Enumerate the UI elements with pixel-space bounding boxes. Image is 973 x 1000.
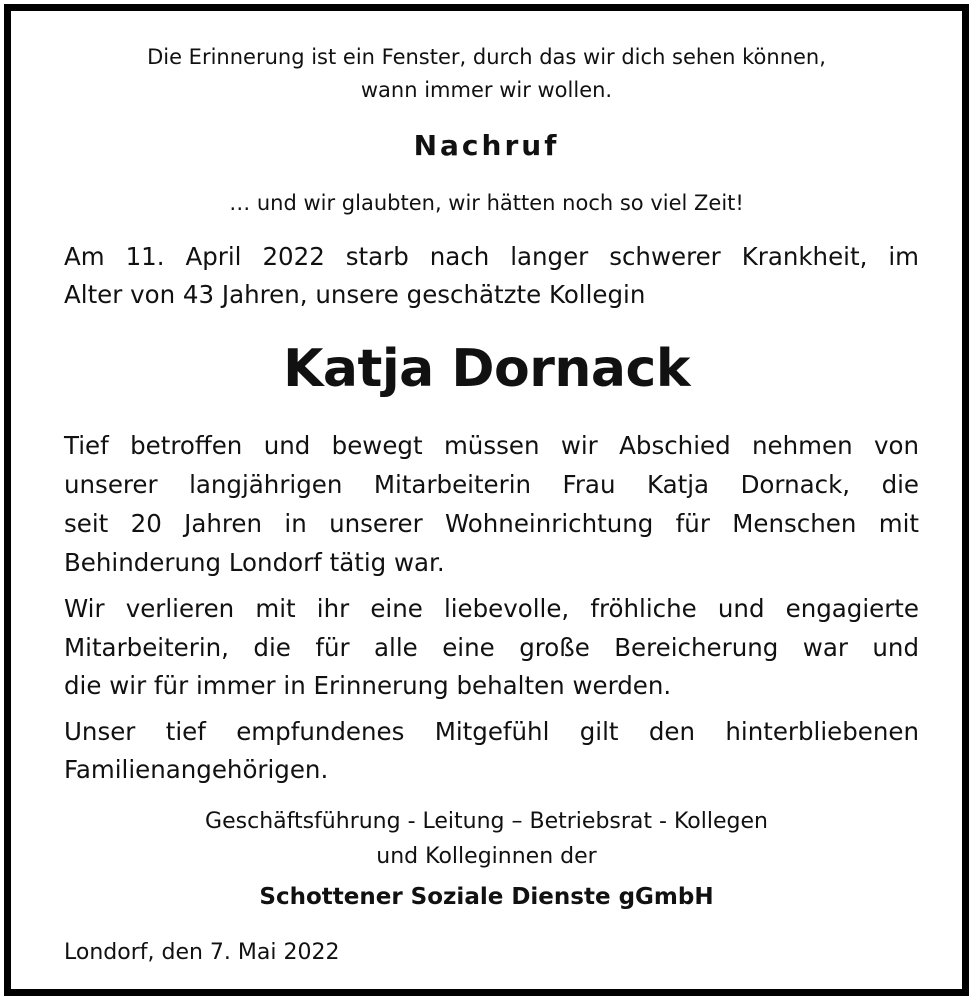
- quote-line-2: wann immer wir wollen.: [360, 78, 613, 102]
- paragraph-3-line-1: Unser tief empfundenes Mitgefühl gilt den hinterbliebenen: [64, 717, 919, 746]
- paragraph-2-line-3: die wir für immer in Erinnerung behalten werden.: [64, 671, 672, 700]
- subquote: … und wir glaubten, wir hätten noch so viel Zeit!: [229, 191, 744, 215]
- intro-line-2: Alter von 43 Jahren, unsere geschätzte Kollegin: [64, 280, 646, 309]
- paragraph-1-line-2: unserer langjährigen Mitarbeiterin Frau Katja Dornack, die: [64, 470, 919, 499]
- paragraph-1-line-3: seit 20 Jahren in unserer Wohneinrichtung für Menschen mit: [64, 509, 919, 538]
- deceased-name: Katja Dornack: [283, 339, 690, 399]
- signature-line-2: und Kolleginnen der: [376, 844, 597, 869]
- place-date: Londorf, den 7. Mai 2022: [64, 940, 340, 965]
- paragraph-3-line-2: Familienangehörigen.: [64, 755, 329, 784]
- obituary-notice: [4, 4, 969, 996]
- intro-line-1: Am 11. April 2022 starb nach langer schwerer Krankheit, im: [64, 242, 919, 271]
- signature-line-1: Geschäftsführung - Leitung – Betriebsrat - Kollegen: [205, 809, 768, 834]
- paragraph-2-line-2: Mitarbeiterin, die für alle eine große Bereicherung war und: [64, 633, 919, 662]
- paragraph-1-line-1: Tief betroffen und bewegt müssen wir Abschied nehmen von: [64, 431, 919, 460]
- company-name: Schottener Soziale Dienste gGmbH: [259, 884, 714, 910]
- paragraph-1-line-4: Behinderung Londorf tätig war.: [64, 548, 445, 577]
- quote-line-1: Die Erinnerung ist ein Fenster, durch das wir dich sehen können,: [147, 45, 826, 69]
- notice-heading: Nachruf: [413, 129, 560, 162]
- paragraph-2-line-1: Wir verlieren mit ihr eine liebevolle, fröhliche und engagierte: [64, 594, 919, 623]
